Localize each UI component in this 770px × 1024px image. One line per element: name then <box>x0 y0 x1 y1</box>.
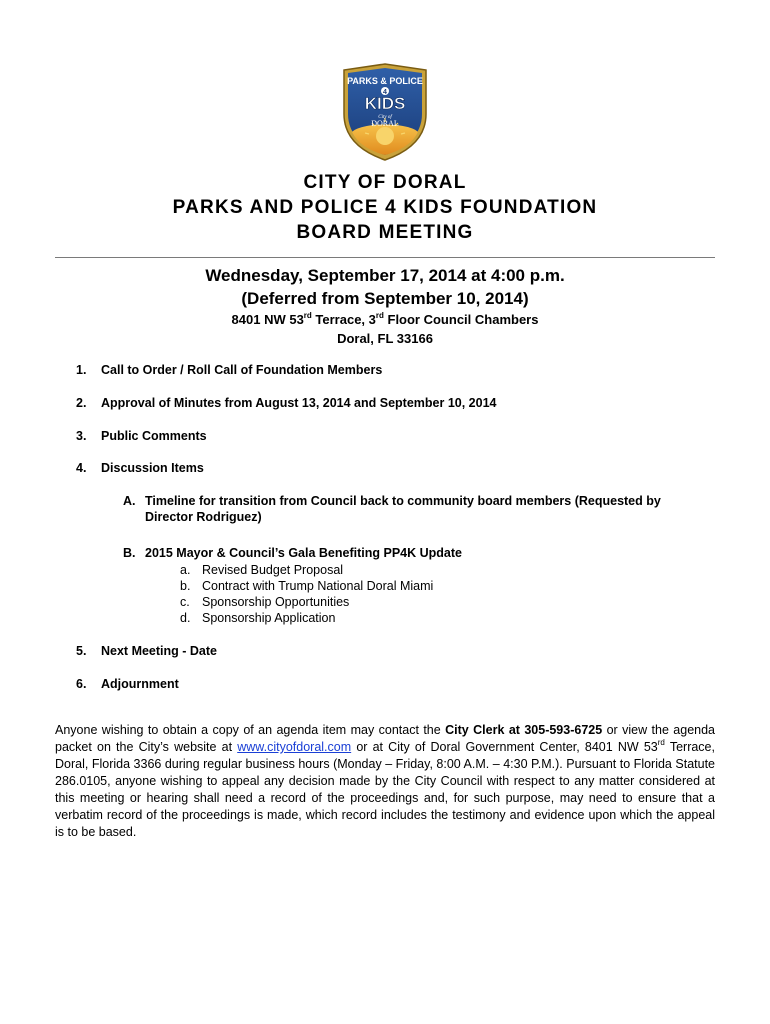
meeting-date: Wednesday, September 17, 2014 at 4:00 p.m. <box>205 266 565 285</box>
logo-doral-text: DORAL <box>371 119 399 128</box>
meeting-address: 8401 NW 53rd Terrace, 3rd Floor Council Chambers <box>231 310 539 327</box>
title-board-meeting: BOARD MEETING <box>296 222 474 243</box>
meeting-city: Doral, FL 33166 <box>337 331 433 346</box>
meeting-details <box>0 264 770 348</box>
city-clerk-contact: City Clerk at 305-593-6725 <box>445 723 603 737</box>
logo-kids-text: KIDS <box>364 94 406 113</box>
public-notice: Anyone wishing to obtain a copy of an agenda item may contact the City Clerk at 305-593-6725 or view the agenda packet on the City’s website at www.cityofdoral.com or at City of Doral Government Center, 8401 NW 53rd Terrace, Doral, Florida 3366 during regular business hours (Monday – Friday, 8:00 A.M. – 4:30 P.M.). Pursuant to Florida Statute 286.0105, anyone wishing to appeal any decision made by the City Council with respect to any matter considered at this meeting or hearing shall need a record of the proceedings and, for such purpose, may need to ensure that a verbatim record of the proceedings is made, which record includes the testimony and evidence upon which the appeal is to be based. <box>55 723 716 839</box>
logo-top-text: PARKS & POLICE <box>347 76 423 86</box>
parks-police-4-kids-logo <box>338 62 432 162</box>
document-title <box>0 170 770 245</box>
title-foundation: PARKS AND POLICE 4 KIDS FOUNDATION <box>172 197 598 218</box>
logo-number: 4 <box>383 89 387 96</box>
title-city: CITY OF DORAL <box>303 172 467 193</box>
meeting-deferred-note: (Deferred from September 10, 2014) <box>241 289 529 308</box>
agenda-page: PARKS & POLICE 4 KIDS City of DORAL CITY OF DORAL PARKS AND POLICE 4 KIDS FOUNDATION BOARD MEETING Wednesday, September 17, 2014 at 4:00 p.m. (Deferred from September 10, 2014) 8401 NW 53rd Terrace, 3rd Floor Council Chambers Doral, FL 33166 1. Call to Order / Roll Call of Foundation Members 2. Approval of Minutes from August 13, 2014 and September 10, 2014 3. Public Comments 4. Discussion Items A. Timeline for transition from Council back to community board members (Requested by Director Rodriguez) B. 2015 Mayor & Council’s Gala Benefiting PP4K Update a. Revised Budget Proposal b. Contract with Trump National Doral Miami c. Sponsorship Opportunities d. Sponsorship Application 5. Next Meeting - Date 6. Adjournment Anyone wishing to obtain a copy of an agenda item may contact the City Clerk at 305-593-6725 or view the agenda packet on the City’s website at www.cityofdoral.com or at City of Doral Government Center, 8401 NW 53rd Terrace, Doral, Florida 3366 during regular business hours (Monday – Friday, 8:00 A.M. – 4:30 P.M.). Pursuant to Florida Statute 286.0105, anyone wishing to appeal any decision made by the City Council with respect to any matter considered at this meeting or hearing shall need a record of the proceedings and, for such purpose, may need to ensure that a verbatim record of the proceedings is made, which record includes the testimony and evidence upon which the appeal is to be based. <box>0 0 770 1024</box>
logo-city-text: City of <box>378 115 392 120</box>
header-divider <box>55 257 715 258</box>
city-website-link[interactable]: www.cityofdoral.com <box>237 740 352 754</box>
